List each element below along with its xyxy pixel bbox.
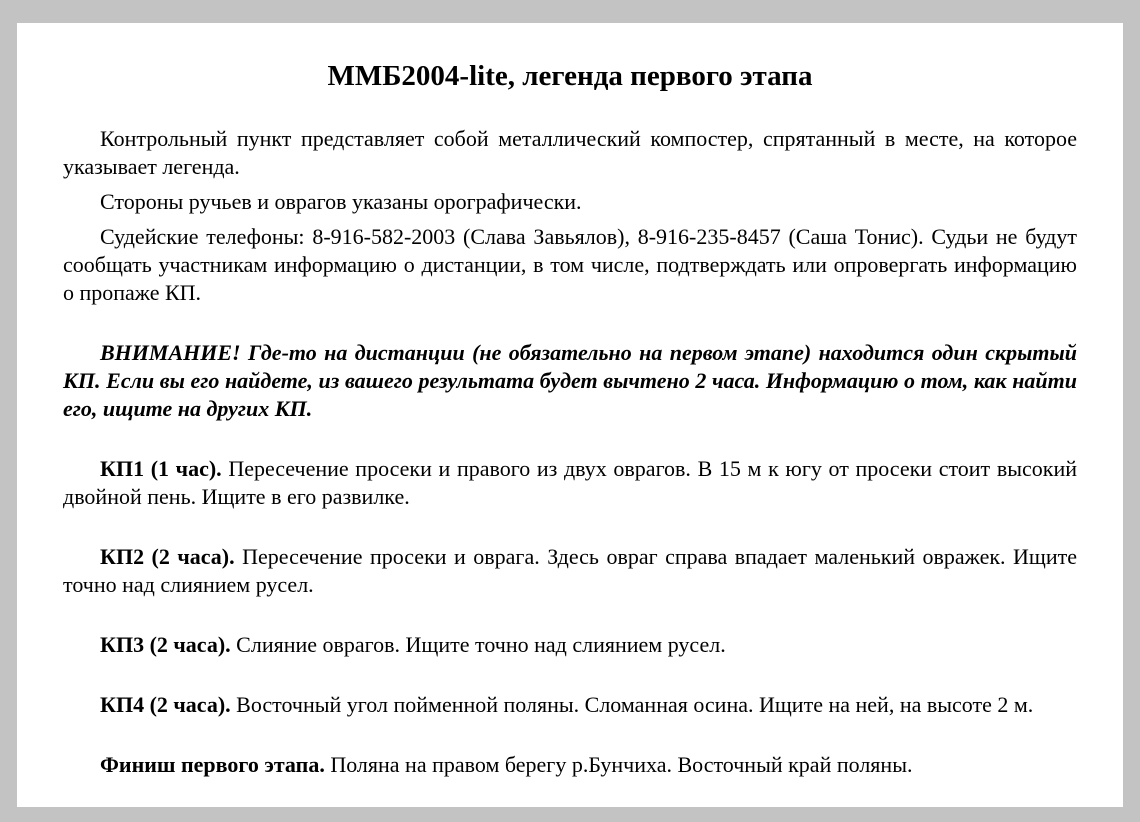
checkpoint-kp4 (63, 691, 1077, 719)
checkpoint-kp3-text: Слияние оврагов. Ищите точно над слиянием русел. (236, 632, 726, 657)
intro-paragraph-2: Стороны ручьев и оврагов указаны орографически. (100, 189, 582, 214)
checkpoint-kp4-label: КП4 (2 часа). (100, 692, 231, 717)
finish-label: Финиш первого этапа. (100, 752, 325, 777)
finish-paragraph (63, 751, 1077, 779)
intro-paragraph-1: Контрольный пункт представляет собой металлический компостер, спрятанный в месте, на которое указывает легенда. (63, 126, 1077, 179)
checkpoint-kp1 (63, 455, 1077, 511)
intro-paragraph-3: Судейские телефоны: 8-916-582-2003 (Слава Завьялов), 8-916-235-8457 (Саша Тонис). Судьи не будут сообщать участникам информацию о дистанции, в том числе, подтверждать или опровергать информацию о пропаже КП. (63, 224, 1077, 305)
checkpoint-kp4-text: Восточный угол пойменной поляны. Сломанная осина. Ищите на ней, на высоте 2 м. (236, 692, 1034, 717)
checkpoint-kp3 (63, 631, 1077, 659)
checkpoint-kp1-label: КП1 (1 час). (100, 456, 222, 481)
document-title: ММБ2004-lite, легенда первого этапа (327, 60, 813, 92)
checkpoint-kp1-text: Пересечение просеки и правого из двух оврагов. В 15 м к югу от просеки стоит высокий двойной пень. Ищите в его развилке. (63, 456, 1077, 509)
document-page (17, 23, 1123, 807)
warning-paragraph: ВНИМАНИЕ! Где-то на дистанции (не обязательно на первом этапе) находится один скрытый КП. Если вы его найдете, из вашего результата будет вычтено 2 часа. Информацию о том, как найти его, ищите на других КП. (63, 340, 1077, 421)
checkpoint-kp2 (63, 543, 1077, 599)
checkpoint-kp2-text: Пересечение просеки и оврага. Здесь овраг справа впадает маленький овражек. Ищите точно над слиянием русел. (63, 544, 1077, 597)
checkpoint-kp3-label: КП3 (2 часа). (100, 632, 231, 657)
checkpoint-kp2-label: КП2 (2 часа). (100, 544, 235, 569)
finish-text: Поляна на правом берегу р.Бунчиха. Восточный край поляны. (330, 752, 913, 777)
